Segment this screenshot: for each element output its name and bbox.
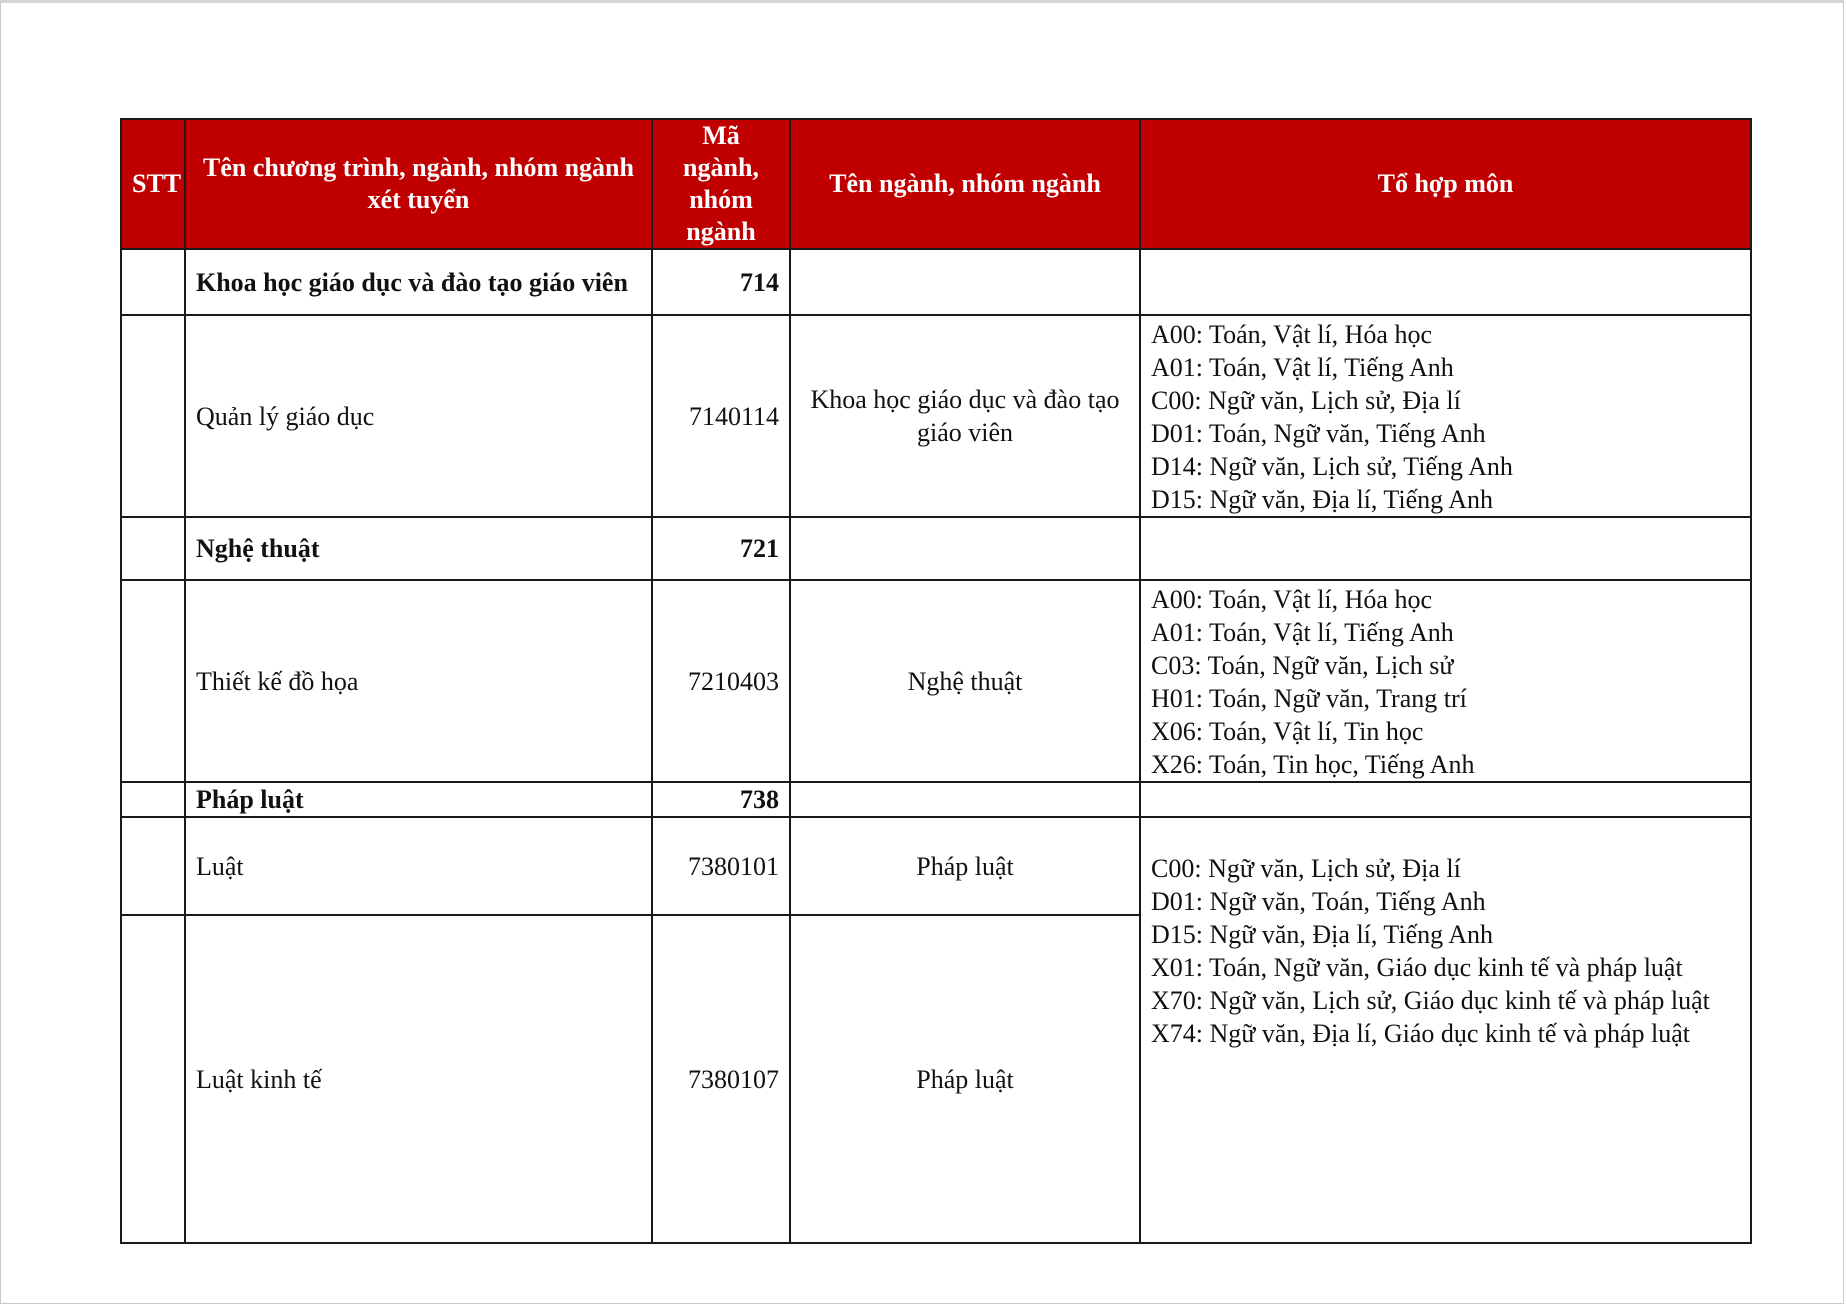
combo-item: X26: Toán, Tin học, Tiếng Anh	[1151, 750, 1475, 779]
major-code: 7380101	[652, 817, 790, 915]
combo-item: A01: Toán, Vật lí, Tiếng Anh	[1151, 618, 1454, 647]
group-name: Khoa học giáo dục và đào tạo giáo viên	[185, 249, 652, 315]
stt-cell	[121, 782, 185, 817]
header-code: Mã ngành, nhóm ngành	[652, 119, 790, 249]
combo-cell-shared	[1140, 817, 1751, 1243]
major-code: 7140114	[652, 315, 790, 517]
combo-item: D15: Ngữ văn, Địa lí, Tiếng Anh	[1151, 485, 1493, 514]
major-name: Luật	[185, 817, 652, 915]
combo-item: D14: Ngữ văn, Lịch sử, Tiếng Anh	[1151, 452, 1513, 481]
group-row	[121, 517, 1751, 580]
major-code: 7380107	[652, 915, 790, 1243]
combo-cell	[1140, 580, 1751, 782]
group-name: Pháp luật	[185, 782, 652, 817]
group-row	[121, 249, 1751, 315]
stt-cell	[121, 517, 185, 580]
table-row	[121, 817, 1751, 915]
combo-item: A00: Toán, Vật lí, Hóa học	[1151, 585, 1433, 614]
group-name: Nghệ thuật	[185, 517, 652, 580]
group-code: 721	[652, 517, 790, 580]
stt-cell	[121, 915, 185, 1243]
combo-item: C03: Toán, Ngữ văn, Lịch sử	[1151, 651, 1454, 680]
combo-item: X06: Toán, Vật lí, Tin học	[1151, 717, 1424, 746]
field-cell-empty	[790, 249, 1140, 315]
field-name: Nghệ thuật	[790, 580, 1140, 782]
major-name: Luật kinh tế	[185, 915, 652, 1243]
header-field: Tên ngành, nhóm ngành	[790, 119, 1140, 249]
major-name: Quản lý giáo dục	[185, 315, 652, 517]
combo-item: C00: Ngữ văn, Lịch sử, Địa lí	[1151, 854, 1461, 883]
combo-item: D15: Ngữ văn, Địa lí, Tiếng Anh	[1151, 920, 1493, 949]
stt-cell	[121, 817, 185, 915]
field-cell-empty	[790, 782, 1140, 817]
field-cell-empty	[790, 517, 1140, 580]
field-name: Pháp luật	[790, 817, 1140, 915]
combo-cell-empty	[1140, 782, 1751, 817]
header-combos: Tổ hợp môn	[1140, 119, 1751, 249]
stt-cell	[121, 315, 185, 517]
combo-cell-empty	[1140, 249, 1751, 315]
field-name: Khoa học giáo dục và đào tạo giáo viên	[790, 315, 1140, 517]
major-name: Thiết kế đồ họa	[185, 580, 652, 782]
combo-item: A00: Toán, Vật lí, Hóa học	[1151, 320, 1433, 349]
table-row	[121, 580, 1751, 782]
header-stt: STT	[121, 119, 185, 249]
table-row	[121, 315, 1751, 517]
group-code: 714	[652, 249, 790, 315]
combo-cell-empty	[1140, 517, 1751, 580]
combo-item: X70: Ngữ văn, Lịch sử, Giáo dục kinh tế và pháp luật	[1151, 986, 1710, 1015]
combo-item: X01: Toán, Ngữ văn, Giáo dục kinh tế và pháp luật	[1151, 953, 1683, 982]
combo-item: D01: Ngữ văn, Toán, Tiếng Anh	[1151, 887, 1486, 916]
combo-item: X74: Ngữ văn, Địa lí, Giáo dục kinh tế và pháp luật	[1151, 1019, 1691, 1048]
combo-cell	[1140, 315, 1751, 517]
combo-item: A01: Toán, Vật lí, Tiếng Anh	[1151, 353, 1454, 382]
group-code: 738	[652, 782, 790, 817]
major-code: 7210403	[652, 580, 790, 782]
table-header-row	[121, 119, 1751, 249]
stt-cell	[121, 249, 185, 315]
field-name: Pháp luật	[790, 915, 1140, 1243]
combo-item: C00: Ngữ văn, Lịch sử, Địa lí	[1151, 386, 1461, 415]
combo-item: H01: Toán, Ngữ văn, Trang trí	[1151, 684, 1467, 713]
combo-item: D01: Toán, Ngữ văn, Tiếng Anh	[1151, 419, 1486, 448]
header-program: Tên chương trình, ngành, nhóm ngành xét tuyển	[185, 119, 652, 249]
stt-cell	[121, 580, 185, 782]
group-row	[121, 782, 1751, 817]
admission-table	[120, 118, 1752, 1244]
